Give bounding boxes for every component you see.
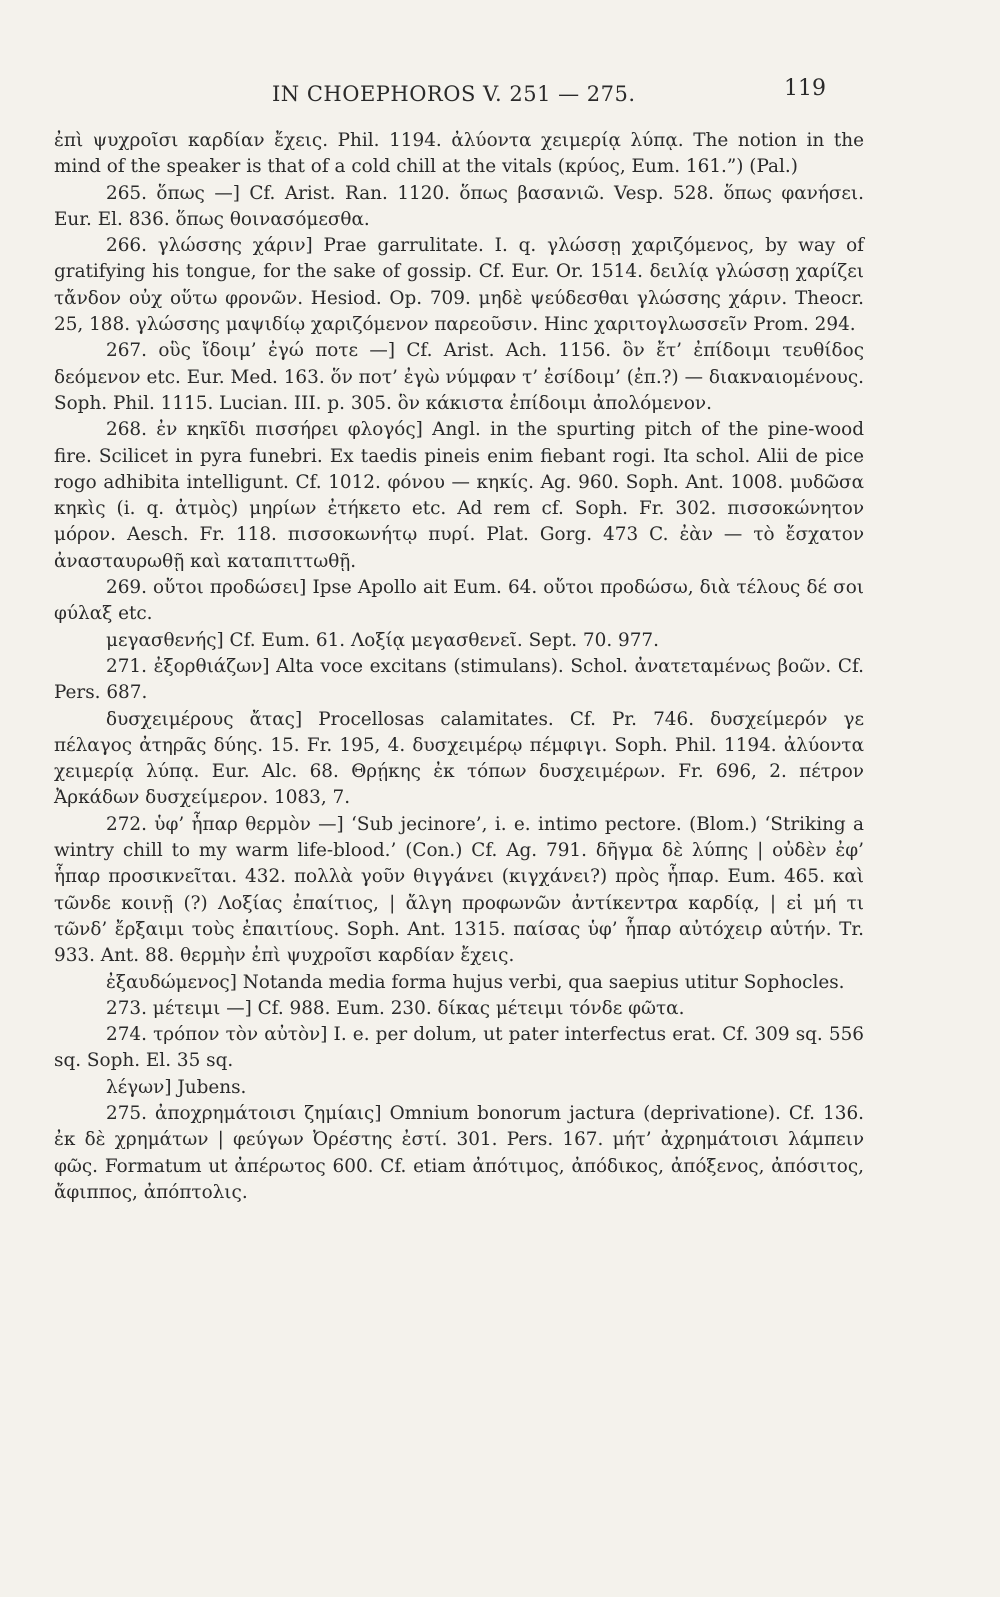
commentary-paragraph: 272. ὑφ’ ἧπαρ θερμὸν —] ‘Sub jecinore’, i. e. intimo pectore. (Blom.) ‘Striking a wintry chill to my warm life-blood.’ (Con.) Cf. Ag. 791. δῆγμα δὲ λύπης | οὐδὲν ἐφ’ ἧπαρ προσικνεῖται. 432. πολλὰ γοῦν θιγγάνει (κιγχάνει?) πρὸς ἧπαρ. Eum. 465. καὶ τῶνδε κοινῇ (?) Λοξίας ἐπαίτιος, | ἄλγη προφωνῶν ἀντίκεντρα καρδίᾳ, | εἰ μή τι τῶνδ’ ἔρξαιμι τοὺς ἐπαιτίους. Soph. Ant. 1315. παίσας ὑφ’ ἧπαρ αὐτόχειρ αὑτήν. Tr. 933. Ant. 88. θερμὴν ἐπὶ ψυχροῖσι καρδίαν ἔχεις. — [54, 813, 864, 967]
commentary-paragraph: 271. ἐξορθιάζων] Alta voce excitans (stimulans). Schol. ἀνατεταμένως βοῶν. Cf. Pers. 687. — [54, 655, 864, 704]
commentary-paragraph: λέγων] Jubens. — [106, 1076, 247, 1098]
commentary-paragraph: 273. μέτειμι —] Cf. 988. Eum. 230. δίκας μέτειμι τόνδε φῶτα. — [106, 997, 685, 1019]
page-header — [0, 74, 1000, 114]
commentary-paragraph: ἐξαυδώμενος] Notanda media forma hujus verbi, qua saepius utitur Sophocles. — [106, 971, 845, 993]
commentary-paragraph: ἐπὶ ψυχροῖσι καρδίαν ἔχεις. Phil. 1194. ἀλύοντα χειμερίᾳ λύπᾳ. The notion in the mind of the speaker is that of a cold chill at the vitals (κρύος, Eum. 161.”) (Pal.) — [54, 130, 864, 178]
commentary-paragraph: 269. οὔτοι προδώσει] Ipse Apollo ait Eum. 64. οὔτοι προδώσω, διὰ τέλους δέ σοι φύλαξ etc. — [54, 577, 864, 625]
commentary-paragraph: δυσχειμέρους ἄτας] Procellosas calamitates. Cf. Pr. 746. δυσχείμερόν γε πέλαγος ἀτηρᾶς δύης. 15. Fr. 195, 4. δυσχειμέρῳ πέμφιγι. Soph. Phil. 1194. ἀλύοντα χειμερίᾳ λύπᾳ. Eur. Alc. 68. Θρῄκης ἐκ τόπων δυσχειμέρων. Fr. 696, 2. πέτρον Ἀρκάδων δυσχείμερον. 1083, 7. — [54, 708, 864, 809]
commentary-paragraph: μεγασθενής] Cf. Eum. 61. Λοξίᾳ μεγασθενεῖ. Sept. 70. 977. — [106, 629, 659, 651]
commentary-paragraph: 265. ὅπως —] Cf. Arist. Ran. 1120. ὅπως βασανιῶ. Vesp. 528. ὅπως φανήσει. Eur. El. 836. ὅπως θοινασόμεσθα. — [54, 182, 864, 230]
commentary-paragraph: 267. οὓς ἴδοιμ’ ἐγώ ποτε —] Cf. Arist. Ach. 1156. ὃν ἔτ’ ἐπίδοιμι τευθίδος δεόμενον etc. Eur. Med. 163. ὅν ποτ’ ἐγὼ νύμφαν τ’ ἐσίδοιμ’ (ἐπ.?) — διακναιομένους. Soph. Phil. 1115. Lucian. III. p. 305. ὃν κάκιστα ἐπίδοιμι ἀπολόμενον. — [54, 340, 864, 414]
page-number: 119 — [784, 76, 826, 101]
running-head: IN CHOEPHOROS V. 251 — 275. — [272, 82, 636, 106]
commentary-paragraph: 275. ἀποχρημάτοισι ζημίαις] Omnium bonorum jactura (deprivatione). Cf. 136. ἐκ δὲ χρημάτων | φεύγων Ὀρέστης ἐστί. 301. Pers. 167. μήτ’ ἀχρημάτοισι λάμπειν φῶς. Formatum ut ἀπέρωτος 600. Cf. etiam ἀπότιμος, ἀπόδικος, ἀπόξενος, ἀπόσιτος, ἄφιππος, ἀπόπτολις. — [54, 1102, 864, 1203]
commentary-paragraph: 268. ἐν κηκῖδι πισσήρει φλογός] Angl. in the spurting pitch of the pine-wood fire. Scilicet in pyra funebri. Ex taedis pineis enim fiebant rogi. Ita schol. Alii de pice rogo adhibita intelligunt. Cf. 1012. φόνου — κηκίς. Ag. 960. Soph. Ant. 1008. μυδῶσα κηκὶς (i. q. ἀτμὸς) μηρίων ἐτήκετο etc. Ad rem cf. Soph. Fr. 302. πισσοκώνητον μόρον. Aesch. Fr. 118. πισσοκωνήτῳ πυρί. Plat. Gorg. 473 C. ἐὰν — τὸ ἔσχατον ἀνασταυρωθῇ καὶ καταπιττωθῇ. — [54, 419, 864, 572]
commentary-paragraph: 266. γλώσσης χάριν] Prae garrulitate. I. q. γλώσσῃ χαριζόμενος, by way of gratifying his tongue, for the sake of gossip. Cf. Eur. Or. 1514. δειλίᾳ γλώσσῃ χαρίζει τἄνδον οὐχ οὕτω φρονῶν. Hesiod. Op. 709. μηδὲ ψεύδεσθαι γλώσσης χάριν. Theocr. 25, 188. γλώσσης μαψιδίῳ χαριζόμενον παρεοῦσιν. Hinc χαριτογλωσσεῖν Prom. 294. — [54, 235, 864, 336]
commentary-body — [54, 128, 864, 1206]
commentary-paragraph: 274. τρόπον τὸν αὐτὸν] I. e. per dolum, ut pater interfectus erat. Cf. 309 sq. 556 sq. Soph. El. 35 sq. — [54, 1024, 864, 1072]
